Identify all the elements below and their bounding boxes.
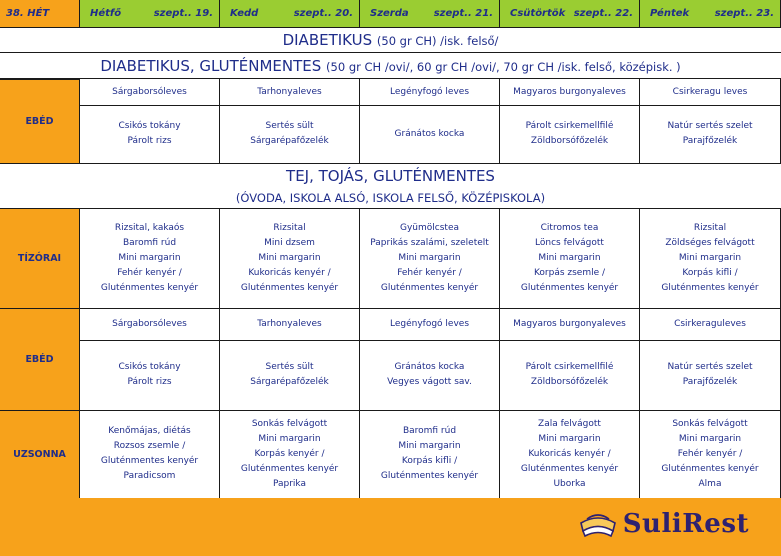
menu-item: Kenőmájas, diétás bbox=[108, 426, 191, 436]
menu-cell bbox=[360, 208, 500, 308]
menu-cell bbox=[360, 340, 500, 410]
diabetic-title-note: (50 gr CH) /isk. felső/ bbox=[376, 34, 499, 48]
menu-item: Zala felvágott bbox=[538, 418, 601, 429]
menu-cell bbox=[220, 340, 360, 410]
menu-item: Zöldséges felvágott bbox=[665, 237, 755, 248]
grid-line bbox=[80, 208, 781, 209]
day-header-friday bbox=[640, 0, 781, 28]
menu-item: Gránátos kocka bbox=[394, 128, 465, 139]
grid-line bbox=[80, 410, 781, 411]
menu-item: Rozsos zsemle / bbox=[113, 441, 186, 451]
day-header-monday bbox=[80, 0, 220, 28]
row-label-diabetic-lunch bbox=[0, 79, 80, 164]
menu-item: Párolt rizs bbox=[127, 377, 172, 387]
menu-cell bbox=[80, 410, 220, 498]
menu-item: Sonkás felvágott bbox=[672, 418, 748, 429]
menu-item: Mini margarin bbox=[538, 252, 601, 263]
menu-item: Sonkás felvágott bbox=[251, 418, 328, 429]
menu-cell bbox=[360, 410, 500, 498]
day-date: szept.. 22. bbox=[573, 8, 633, 19]
menu-item: Magyaros burgonyaleves bbox=[513, 86, 626, 97]
menu-item: Gluténmentes kenyér bbox=[100, 456, 199, 466]
menu-item: Natúr sertés szelet bbox=[667, 362, 753, 372]
menu-item: Baromfi rúd bbox=[122, 237, 177, 248]
menu-item: Korpás kifli / bbox=[401, 456, 458, 466]
day-header-tuesday bbox=[220, 0, 360, 28]
day-name: Csütörtök bbox=[510, 8, 566, 19]
menu-item: Löncs felvágott bbox=[535, 237, 604, 248]
day-date: szept.. 23. bbox=[714, 8, 774, 19]
menu-item: Csirkeraguleves bbox=[674, 318, 746, 329]
menu-item: Mini margarin bbox=[118, 252, 181, 263]
menu-item: Mini margarin bbox=[678, 252, 742, 263]
menu-cell bbox=[220, 208, 360, 308]
day-name: Hétfő bbox=[90, 8, 122, 19]
menu-item: Parajfőzelék bbox=[682, 377, 738, 387]
menu-cell bbox=[500, 79, 640, 105]
menu-item: Mini dzsem bbox=[264, 237, 315, 248]
sulirest-logo-text: SuliRest bbox=[622, 509, 749, 539]
menu-item: Sárgaborsóleves bbox=[112, 86, 187, 97]
row-label-text: TÍZÓRAI bbox=[17, 253, 62, 264]
menu-cell bbox=[220, 308, 360, 340]
menu-item: Tarhonyaleves bbox=[257, 86, 322, 97]
menu-item: Mini margarin bbox=[538, 433, 601, 444]
menu-item: Mini margarin bbox=[258, 252, 321, 263]
day-name: Péntek bbox=[650, 8, 690, 19]
day-date: szept.. 19. bbox=[153, 8, 213, 19]
menu-item: Paprika bbox=[272, 478, 307, 489]
row-label-text: UZSONNA bbox=[13, 449, 66, 460]
diabetic-title bbox=[0, 28, 781, 53]
menu-cell bbox=[80, 79, 220, 105]
menu-item: Korpás zsemle / bbox=[533, 267, 606, 278]
diabetic-glutenfree-title-main: DIABETIKUS, GLUTÉNMENTES bbox=[100, 57, 322, 75]
menu-item: Mini margarin bbox=[398, 441, 461, 451]
menu-item: Rizsital, kakaós bbox=[114, 222, 185, 233]
menu-cell bbox=[500, 208, 640, 308]
menu-cell bbox=[640, 340, 781, 410]
menu-item: Rizsital bbox=[273, 222, 306, 233]
menu-cell bbox=[80, 308, 220, 340]
menu-item: Alma bbox=[698, 478, 722, 489]
menu-item: Citromos tea bbox=[540, 222, 599, 233]
menu-item: Fehér kenyér / bbox=[677, 448, 743, 459]
day-date: szept.. 21. bbox=[433, 8, 493, 19]
sulirest-logo-icon bbox=[577, 509, 619, 539]
menu-item: Magyaros burgonyaleves bbox=[513, 318, 626, 329]
menu-cell bbox=[360, 308, 500, 340]
milk-egg-glutenfree-title: TEJ, TOJÁS, GLUTÉNMENTES bbox=[0, 163, 781, 188]
menu-item: Fehér kenyér / bbox=[117, 267, 182, 278]
menu-cell bbox=[500, 105, 640, 163]
day-header-thursday bbox=[500, 0, 640, 28]
menu-cell bbox=[80, 208, 220, 308]
menu-cell bbox=[360, 105, 500, 163]
menu-item: Mini margarin bbox=[678, 433, 742, 444]
row-label-lunch bbox=[0, 308, 80, 411]
day-name: Szerda bbox=[370, 8, 409, 19]
menu-item: Legényfogó leves bbox=[389, 86, 470, 97]
menu-item: Sárgarépafőzelék bbox=[250, 377, 329, 387]
menu-item: Rizsital bbox=[693, 222, 727, 233]
menu-item: Legényfogó leves bbox=[389, 318, 470, 329]
menu-cell bbox=[500, 410, 640, 498]
menu-item: Zöldborsófőzelék bbox=[530, 136, 609, 146]
grid-line bbox=[80, 340, 781, 341]
grid-line bbox=[80, 308, 781, 309]
menu-item: Sárgarépafőzelék bbox=[250, 136, 329, 146]
diabetic-glutenfree-title bbox=[0, 53, 781, 79]
menu-item: Sertés sült bbox=[265, 362, 314, 372]
menu-item: Párolt rizs bbox=[127, 136, 172, 146]
menu-item: Gluténmentes kenyér bbox=[380, 282, 479, 293]
row-label-text: EBÉD bbox=[25, 116, 54, 127]
week-label-cell bbox=[0, 0, 80, 28]
menu-item: Mini margarin bbox=[258, 433, 321, 444]
menu-item: Gyümölcstea bbox=[400, 222, 459, 233]
menu-cell bbox=[220, 79, 360, 105]
menu-item: Baromfi rúd bbox=[402, 426, 457, 436]
menu-item: Gluténmentes kenyér bbox=[380, 471, 479, 481]
menu-cell bbox=[80, 340, 220, 410]
menu-item: Gluténmentes kenyér bbox=[661, 282, 759, 293]
row-label-text: EBÉD bbox=[25, 354, 54, 365]
milk-egg-glutenfree-subtitle: (ÓVODA, ISKOLA ALSÓ, ISKOLA FELSŐ, KÖZÉPISKOLA) bbox=[235, 191, 546, 205]
menu-item: Gránátos kocka bbox=[394, 362, 465, 372]
footer-bar bbox=[0, 498, 781, 556]
day-name: Kedd bbox=[230, 8, 259, 19]
menu-item: Fehér kenyér / bbox=[397, 267, 462, 278]
diabetic-title-main: DIABETIKUS bbox=[282, 31, 373, 49]
menu-item: Gluténmentes kenyér bbox=[240, 282, 339, 293]
menu-cell bbox=[640, 105, 781, 163]
row-label-afternoon-snack bbox=[0, 410, 80, 499]
menu-item: Gluténmentes kenyér bbox=[520, 463, 619, 474]
menu-item: Csikós tokány bbox=[118, 362, 181, 372]
menu-item: Gluténmentes kenyér bbox=[661, 463, 759, 474]
menu-item: Kukoricás kenyér / bbox=[248, 267, 331, 278]
menu-item: Gluténmentes kenyér bbox=[520, 282, 619, 293]
menu-item: Korpás kifli / bbox=[682, 267, 738, 278]
menu-cell bbox=[640, 208, 781, 308]
menu-item: Mini margarin bbox=[398, 252, 461, 263]
menu-item: Sertés sült bbox=[265, 121, 314, 131]
week-label: 38. HÉT bbox=[6, 8, 50, 19]
diabetic-glutenfree-title-note: (50 gr CH /ovi/, 60 gr CH /ovi/, 70 gr CH /isk. felső, középisk. ) bbox=[326, 60, 681, 74]
day-header-wednesday bbox=[360, 0, 500, 28]
menu-cell bbox=[220, 105, 360, 163]
menu-cell bbox=[640, 308, 781, 340]
menu-cell bbox=[640, 410, 781, 498]
menu-item: Párolt csirkemellfilé bbox=[525, 362, 614, 372]
menu-item: Gluténmentes kenyér bbox=[240, 463, 339, 474]
menu-item: Parajfőzelék bbox=[682, 136, 738, 146]
menu-item: Gluténmentes kenyér bbox=[100, 282, 199, 293]
menu-item: Natúr sertés szelet bbox=[667, 121, 753, 131]
menu-cell bbox=[500, 308, 640, 340]
day-date: szept.. 20. bbox=[293, 8, 353, 19]
menu-cell bbox=[640, 79, 781, 105]
menu-item: Vegyes vágott sav. bbox=[387, 377, 472, 387]
menu-item: Tarhonyaleves bbox=[257, 318, 322, 329]
menu-item: Uborka bbox=[553, 478, 586, 489]
menu-cell bbox=[80, 105, 220, 163]
menu-item: Paprikás szalámi, szeletelt bbox=[370, 237, 489, 248]
menu-item: Sárgaborsóleves bbox=[112, 318, 187, 329]
menu-cell bbox=[220, 410, 360, 498]
sulirest-logo bbox=[577, 509, 749, 539]
menu-item: Korpás kenyér / bbox=[254, 448, 325, 459]
menu-item: Paradicsom bbox=[123, 471, 176, 481]
menu-item: Kukoricás kenyér / bbox=[528, 448, 611, 459]
menu-item: Csirkeragu leves bbox=[672, 86, 748, 97]
menu-cell bbox=[500, 340, 640, 410]
menu-item: Párolt csirkemellfilé bbox=[525, 121, 614, 131]
menu-item: Csikós tokány bbox=[118, 121, 181, 131]
menu-item: Zöldborsófőzelék bbox=[530, 377, 609, 387]
grid-line bbox=[80, 105, 781, 106]
row-label-morning-snack bbox=[0, 208, 80, 309]
menu-cell bbox=[360, 79, 500, 105]
